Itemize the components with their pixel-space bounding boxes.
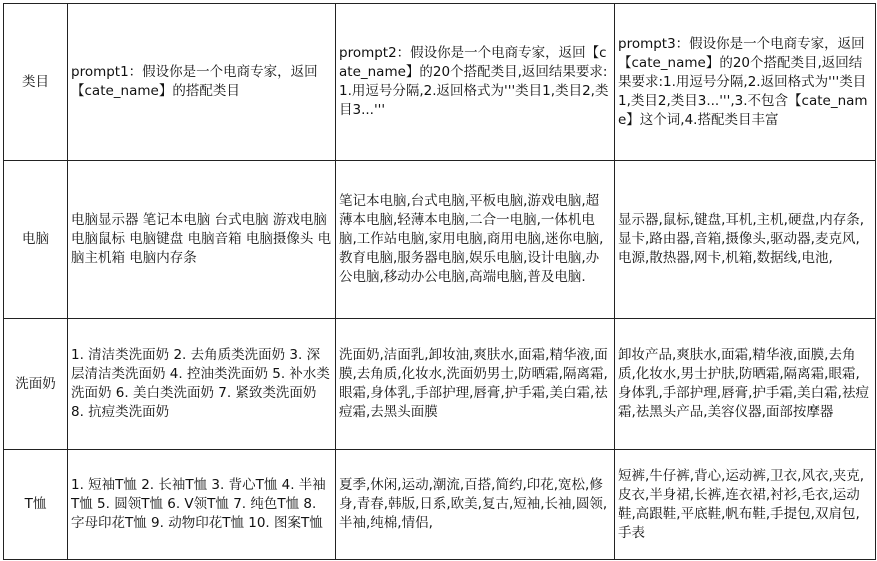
header-row (4, 4, 876, 161)
prompt-comparison-table (3, 3, 876, 560)
category-cell: T恤 (4, 450, 68, 560)
category-cell: 电脑 (4, 161, 68, 319)
table-row (4, 319, 876, 450)
header-prompt3-cell: prompt3：假设你是一个电商专家，返回【cate_name】的20个搭配类目,返回结果要求:1.用逗号分隔,2.返回格式为'''类目1,类目2,类目3...''',3.不包含【cate_name】这个词,4.搭配类目丰富 (615, 4, 876, 161)
table-row (4, 450, 876, 560)
category-cell: 洗面奶 (4, 319, 68, 450)
prompt2-result-cell: 笔记本电脑,台式电脑,平板电脑,游戏电脑,超薄本电脑,轻薄本电脑,二合一电脑,一体机电脑,工作站电脑,家用电脑,商用电脑,迷你电脑,教育电脑,服务器电脑,娱乐电脑,设计电脑,办公电脑,移动办公电脑,高端电脑,普及电脑. (336, 161, 615, 319)
prompt2-result-cell: 夏季,休闲,运动,潮流,百搭,简约,印花,宽松,修身,青春,韩版,日系,欧美,复古,短袖,长袖,圆领,半袖,纯棉,情侣, (336, 450, 615, 560)
header-prompt2-cell: prompt2：假设你是一个电商专家，返回【cate_name】的20个搭配类目,返回结果要求:1.用逗号分隔,2.返回格式为'''类目1,类目2,类目3...''' (336, 4, 615, 161)
prompt3-result-cell: 短裤,牛仔裤,背心,运动裤,卫衣,风衣,夹克,皮衣,半身裙,长裤,连衣裙,衬衫,毛衣,运动鞋,高跟鞋,平底鞋,帆布鞋,手提包,双肩包,手表 (615, 450, 876, 560)
prompt3-result-cell: 显示器,鼠标,键盘,耳机,主机,硬盘,内存条,显卡,路由器,音箱,摄像头,驱动器,麦克风,电源,散热器,网卡,机箱,数据线,电池, (615, 161, 876, 319)
table-row (4, 161, 876, 319)
header-prompt1-cell: prompt1：假设你是一个电商专家，返回【cate_name】的搭配类目 (68, 4, 336, 161)
prompt3-result-cell: 卸妆产品,爽肤水,面霜,精华液,面膜,去角质,化妆水,男士护肤,防晒霜,隔离霜,眼霜,身体乳,手部护理,唇膏,护手霜,美白霜,祛痘霜,祛黑头产品,美容仪器,面部按摩器 (615, 319, 876, 450)
prompt1-result-cell: 1. 短袖T恤 2. 长袖T恤 3. 背心T恤 4. 半袖T恤 5. 圆领T恤 6. V领T恤 7. 纯色T恤 8. 字母印花T恤 9. 动物印花T恤 10. 图案T恤 (68, 450, 336, 560)
header-category-cell: 类目 (4, 4, 68, 161)
prompt1-result-cell: 电脑显示器 笔记本电脑 台式电脑 游戏电脑 电脑鼠标 电脑键盘 电脑音箱 电脑摄像头 电脑主机箱 电脑内存条 (68, 161, 336, 319)
prompt1-result-cell: 1. 清洁类洗面奶 2. 去角质类洗面奶 3. 深层清洁类洗面奶 4. 控油类洗面奶 5. 补水类洗面奶 6. 美白类洗面奶 7. 紧致类洗面奶 8. 抗痘类洗面奶 (68, 319, 336, 450)
prompt2-result-cell: 洗面奶,洁面乳,卸妆油,爽肤水,面霜,精华液,面膜,去角质,化妆水,洗面奶男士,防晒霜,隔离霜,眼霜,身体乳,手部护理,唇膏,护手霜,美白霜,祛痘霜,去黑头面膜 (336, 319, 615, 450)
